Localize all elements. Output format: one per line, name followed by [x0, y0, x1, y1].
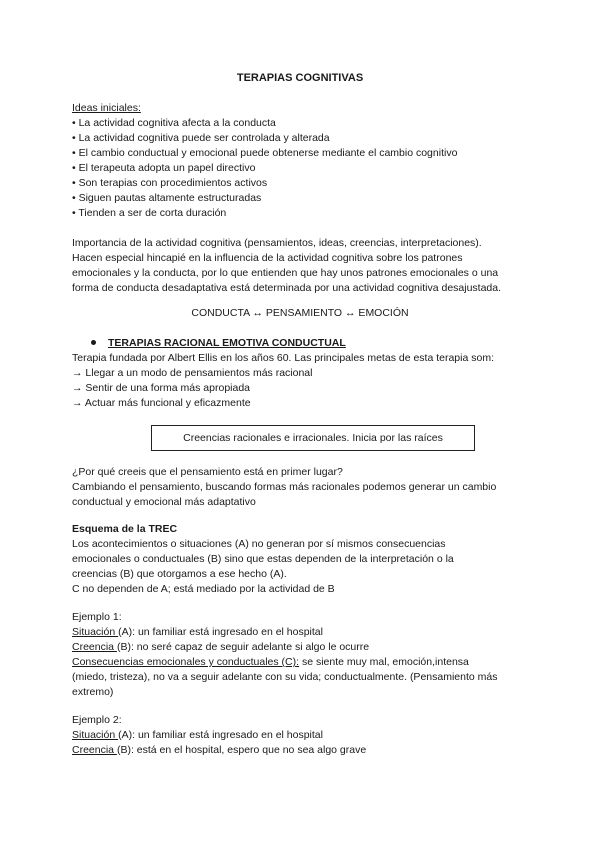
- paragraph-line: forma de conducta desadaptativa está determinada por una actividad cognitiva desajustada.: [72, 282, 502, 294]
- paragraph-line: ¿Por qué creeis que el pensamiento está en primer lugar?: [72, 466, 343, 478]
- list-item: → Actuar más funcional y eficazmente: [72, 397, 251, 409]
- list-item: • La actividad cognitiva afecta a la conducta: [72, 117, 276, 129]
- trec-heading: [91, 336, 551, 351]
- creencia-label: Creencia: [72, 744, 117, 756]
- list-item: • La actividad cognitiva puede ser controlada y alterada: [72, 132, 330, 144]
- example-2-label: Ejemplo 2:: [72, 714, 122, 726]
- trec-section: [72, 351, 532, 411]
- list-item: → Sentir de una forma más apropiada: [72, 382, 251, 394]
- paragraph-line: creencias (B) que otorgamos a ese hecho (A).: [72, 568, 287, 580]
- situacion-text: (A): un familiar está ingresado en el hospital: [118, 729, 323, 741]
- consecuencias-label: Consecuencias emocionales y conductuales (C):: [72, 656, 300, 668]
- paragraph-line: emocionales o conductuales (B) sino que estas dependen de la interpretación o la: [72, 553, 454, 565]
- situacion-text: (A): un familiar está ingresado en el hospital: [118, 626, 323, 638]
- highlight-box: Creencias racionales e irracionales. Inicia por las raíces: [151, 425, 475, 451]
- example-1-consecuencias: [72, 655, 532, 670]
- example-1-creencia: [72, 640, 532, 655]
- bullet-icon: [91, 340, 96, 345]
- paragraph-line: Hacen especial hincapié en la influencia de la actividad cognitiva sobre los patrones: [72, 252, 463, 264]
- list-item: • El cambio conductual y emocional puede obtenerse mediante el cambio cognitivo: [72, 147, 458, 159]
- question-paragraph: [72, 465, 532, 510]
- list-item: • Tienden a ser de corta duración: [72, 207, 227, 219]
- page-title: TERAPIAS COGNITIVAS: [236, 72, 364, 84]
- paragraph-line: (miedo, tristeza), no va a seguir adelante con su vida; conductualmente. (Pensamiento más: [72, 671, 498, 683]
- example-2-situacion: [72, 728, 532, 743]
- formula-line: CONDUCTA ↔ PENSAMIENTO ↔ EMOCIÓN: [191, 307, 409, 319]
- paragraph-line: extremo): [72, 686, 114, 698]
- trec-heading-row: [91, 336, 551, 351]
- list-item: • Son terapias con procedimientos activos: [72, 177, 268, 189]
- paragraph-line: emocionales y la conducta, por lo que entienden que hay unos patrones emocionales o una: [72, 267, 499, 279]
- paragraph-line: C no dependen de A; está mediado por la actividad de B: [72, 583, 335, 595]
- ideas-section: [72, 101, 532, 221]
- list-item: • Siguen pautas altamente estructuradas: [72, 192, 262, 204]
- list-item: → Llegar a un modo de pensamientos más racional: [72, 367, 313, 379]
- paragraph-line: Los acontecimientos o situaciones (A) no generan por sí mismos consecuencias: [72, 538, 446, 550]
- trec-intro: Terapia fundada por Albert Ellis en los años 60. Las principales metas de esta terapia som:: [72, 352, 494, 364]
- creencia-text: (B): no seré capaz de seguir adelante si algo le ocurre: [116, 641, 370, 653]
- creencia-text: (B): está en el hospital, espero que no sea algo grave: [116, 744, 367, 756]
- trec-heading-text: TERAPIAS RACIONAL EMOTIVA CONDUCTUAL: [108, 337, 346, 349]
- list-item: • El terapeuta adopta un papel directivo: [72, 162, 256, 174]
- situacion-label: Situación: [72, 626, 119, 638]
- paragraph-line: Cambiando el pensamiento, buscando formas más racionales podemos generar un cambio: [72, 481, 497, 493]
- importance-paragraph: [72, 236, 532, 296]
- example-2: [72, 713, 532, 758]
- esquema-section: [72, 522, 532, 597]
- creencia-label: Creencia: [72, 641, 117, 653]
- ideas-heading: Ideas iniciales:: [72, 102, 141, 114]
- situacion-label: Situación: [72, 729, 119, 741]
- esquema-heading: Esquema de la TREC: [72, 523, 178, 535]
- paragraph-line: conductual y emocional más adaptativo: [72, 496, 256, 508]
- example-1-label: Ejemplo 1:: [72, 611, 122, 623]
- example-1-situacion: [72, 625, 532, 640]
- consecuencias-text: se siente muy mal, emoción,intensa: [299, 656, 469, 668]
- example-2-creencia: [72, 743, 532, 758]
- paragraph-line: Importancia de la actividad cognitiva (pensamientos, ideas, creencias, interpretaciones).: [72, 237, 482, 249]
- example-1: [72, 610, 532, 700]
